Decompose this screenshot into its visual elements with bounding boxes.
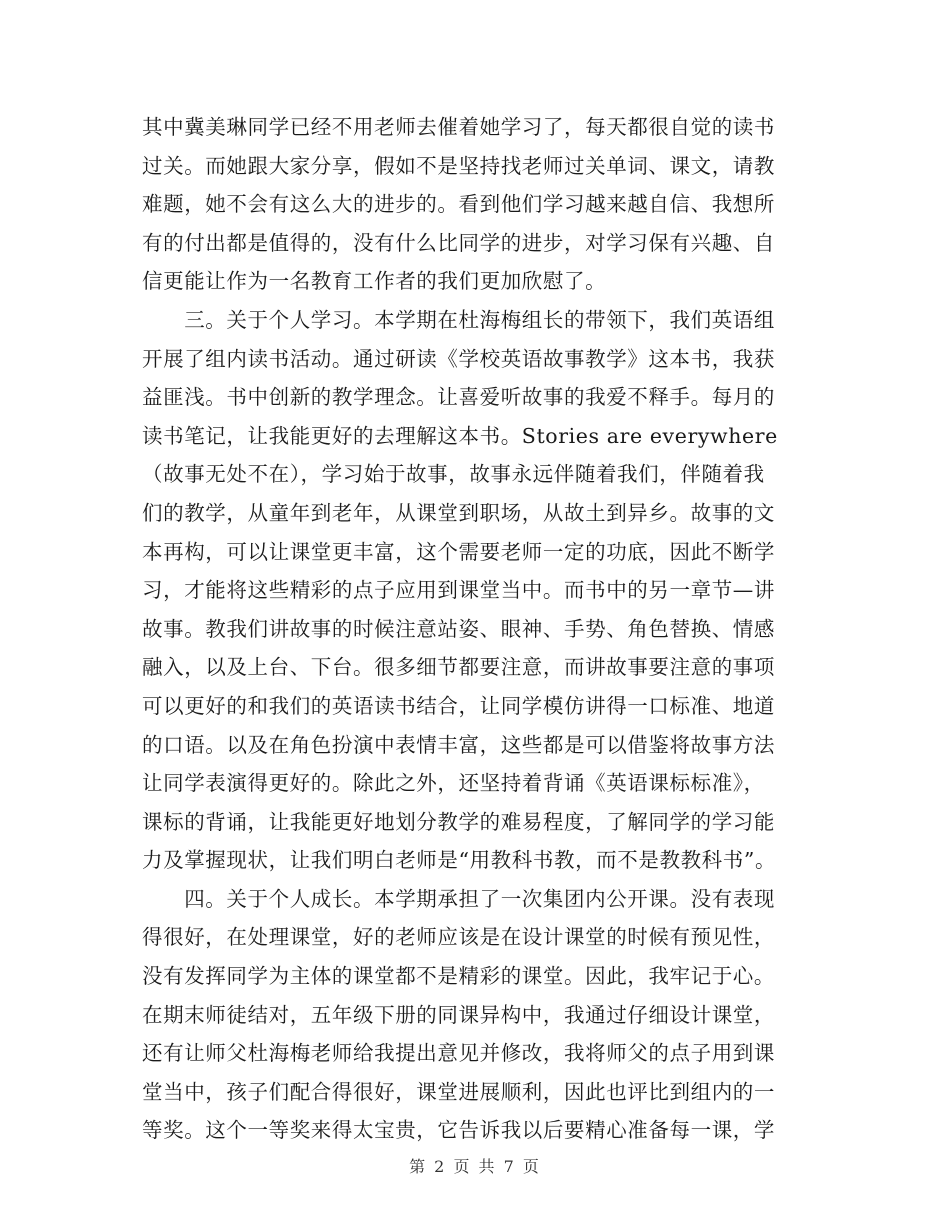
text-line: 益匪浅。书中创新的教学理念。让喜爱听故事的我爱不释手。每月的 [142,385,775,410]
text-line: 其中冀美琳同学已经不用老师去催着她学习了，每天都很自觉的读书 [142,115,775,139]
text-line: 融入，以及上台、下台。很多细节都要注意，而讲故事要注意的事项 [142,655,775,680]
text-line: 故事。教我们讲故事的时候注意站姿、眼神、手势、角色替换、情感 [142,616,775,641]
text-line: 没有发挥同学为主体的课堂都不是精彩的课堂。因此，我牢记于心。 [142,964,775,989]
text-line: 可以更好的和我们的英语读书结合，让同学模仿讲得一口标准、地道 [142,693,775,718]
text-line: 课标的背诵，让我能更好地划分教学的难易程度，了解同学的学习能 [142,809,775,834]
text-line: 有的付出都是值得的，没有什么比同学的进步，对学习保有兴趣、自 [142,230,775,255]
text-line: 力及掌握现状，让我们明白老师是“用教科书教，而不是教教科书”。 [142,848,777,873]
text-line: 等奖。这个一等奖来得太宝贵，它告诉我以后要精心准备每一课，学 [142,1118,775,1143]
page-number: 第 2 页 共 7 页 [409,1157,541,1176]
text-line: 过关。而她跟大家分享，假如不是坚持找老师过关单词、课文，请教 [142,153,775,178]
text-line: 们的教学，从童年到老年，从课堂到职场，从故土到异乡。故事的文 [142,500,775,525]
text-line: 读书笔记，让我能更好的去理解这本书。Stories are everywhere [142,423,778,448]
text-line: 习，才能将这些精彩的点子应用到课堂当中。而书中的另一章节—讲 [142,578,775,603]
text-line: 难题，她不会有这么大的进步的。看到他们学习越来越自信、我想所 [142,192,775,217]
body-text [142,108,807,1150]
text-line: 在期末师徒结对，五年级下册的同课异构中，我通过仔细设计课堂， [142,1002,775,1027]
text-line: 得很好，在处理课堂，好的老师应该是在设计课堂的时候有预见性， [142,925,775,950]
text-line: 让同学表演得更好的。除此之外，还坚持着背诵《英语课标标准》， [142,771,765,796]
text-line: 开展了组内读书活动。通过研读《学校英语故事教学》这本书，我获 [142,346,775,371]
text-line: 本再构，可以让课堂更丰富，这个需要老师一定的功底，因此不断学 [142,539,775,564]
text-line: 堂当中，孩子们配合得很好，课堂进展顺利，因此也评比到组内的一 [142,1079,775,1104]
text-line: 信更能让作为一名教育工作者的我们更加欣慰了。 [142,269,607,294]
text-line: 四。关于个人成长。本学期承担了一次集团内公开课。没有表现 [142,886,775,911]
text-line: 还有让师父杜海梅老师给我提出意见并修改，我将师父的点子用到课 [142,1041,775,1066]
text-line: （故事无处不在），学习始于故事，故事永远伴随着我们，伴随着我 [142,462,765,487]
text-line: 三。关于个人学习。本学期在杜海梅组长的带领下，我们英语组 [142,307,775,332]
text-line: 的口语。以及在角色扮演中表情丰富，这些都是可以借鉴将故事方法 [142,732,775,757]
